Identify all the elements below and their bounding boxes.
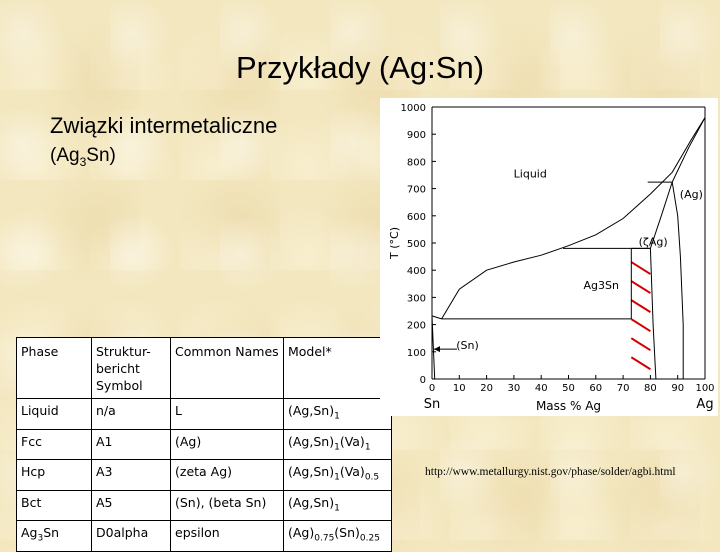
y-tick-label: 700 bbox=[406, 184, 426, 196]
cell-text: (Ag,Sn) bbox=[288, 403, 335, 418]
table-body bbox=[17, 399, 392, 552]
cell-text: (zeta Ag) bbox=[175, 464, 233, 479]
formula-subscript: 3 bbox=[79, 154, 87, 169]
table-row bbox=[17, 460, 392, 491]
arrow-head bbox=[434, 346, 440, 352]
subscript: 3 bbox=[37, 533, 44, 544]
cell-model bbox=[284, 429, 392, 460]
subscript: 0.75 bbox=[314, 533, 335, 544]
subscript: 0.5 bbox=[364, 472, 380, 483]
cell-text: Liquid bbox=[21, 403, 59, 418]
cell-text: (Ag,Sn) bbox=[288, 433, 335, 449]
x-endpoint-right: Ag bbox=[696, 397, 714, 412]
subscript: 1 bbox=[334, 442, 340, 452]
cell-text: A3 bbox=[96, 464, 113, 479]
phase-boundary-line bbox=[650, 248, 656, 379]
x-tick-label: 80 bbox=[644, 383, 657, 394]
phase-boundary-line bbox=[672, 182, 683, 379]
cell-common-names bbox=[171, 521, 284, 552]
formula-part2: Sn) bbox=[86, 145, 116, 166]
x-tick-label: 30 bbox=[507, 383, 521, 394]
x-tick-label: 0 bbox=[428, 383, 436, 394]
cell-phase bbox=[17, 399, 92, 430]
hatch-line bbox=[631, 262, 650, 274]
x-tick-label: 10 bbox=[452, 383, 466, 394]
cell-text: (Sn) bbox=[334, 525, 360, 540]
header-phase: Phase bbox=[17, 338, 92, 399]
y-tick-label: 600 bbox=[406, 211, 426, 223]
phase-label: Liquid bbox=[513, 167, 547, 181]
hatch-line bbox=[631, 300, 650, 312]
cell-symbol bbox=[92, 521, 171, 552]
x-axis-label: Mass % Ag bbox=[535, 399, 602, 413]
cell-symbol bbox=[92, 490, 171, 521]
hatch-line bbox=[631, 319, 650, 331]
cell-text: (Va) bbox=[339, 464, 365, 479]
subscript: 1 bbox=[334, 472, 340, 483]
cell-text: (Ag) bbox=[288, 525, 315, 540]
phase-label: (Sn) bbox=[456, 339, 479, 353]
y-tick-label: 900 bbox=[406, 130, 426, 142]
x-tick-label: 20 bbox=[480, 383, 493, 394]
x-tick-label: 50 bbox=[562, 383, 575, 394]
x-tick-label: 100 bbox=[695, 383, 715, 394]
y-tick-label: 100 bbox=[406, 347, 426, 359]
compound-formula bbox=[50, 145, 116, 169]
y-tick-label: 300 bbox=[406, 293, 426, 305]
y-tick-label: 800 bbox=[406, 157, 426, 169]
table-row bbox=[17, 521, 392, 552]
phase-boundary-line bbox=[672, 118, 705, 183]
phase-label: (Ag) bbox=[679, 188, 703, 202]
cell-symbol bbox=[92, 429, 171, 460]
y-tick-label: 400 bbox=[406, 266, 426, 278]
cell-text: (Ag,Sn) bbox=[288, 494, 335, 510]
cell-common-names bbox=[171, 460, 284, 491]
cell-model bbox=[284, 460, 392, 491]
cell-text: n/a bbox=[96, 403, 116, 418]
cell-text: Ag bbox=[21, 525, 38, 540]
hatch-line bbox=[631, 281, 650, 293]
hatch-line bbox=[631, 357, 650, 369]
header-symbol: Struktur-bericht Symbol bbox=[92, 338, 171, 399]
cell-text: Sn bbox=[43, 525, 60, 540]
cell-text: L bbox=[175, 403, 182, 418]
cell-phase bbox=[17, 521, 92, 552]
subscript: 1 bbox=[364, 442, 371, 452]
subscript: 1 bbox=[334, 503, 340, 513]
cell-text: (Va) bbox=[339, 433, 365, 449]
phase-boundary-line bbox=[442, 118, 705, 319]
table-row bbox=[17, 399, 392, 430]
cell-text: A1 bbox=[96, 433, 113, 449]
cell-common-names bbox=[171, 399, 284, 430]
table-row bbox=[17, 429, 392, 460]
cell-text: (Ag,Sn) bbox=[288, 464, 335, 479]
cell-text: (Sn), (beta Sn) bbox=[175, 494, 267, 510]
formula-part1: (Ag bbox=[50, 145, 80, 166]
subscript: 0.25 bbox=[359, 533, 380, 544]
cell-common-names bbox=[171, 429, 284, 460]
y-tick-label: 500 bbox=[406, 239, 426, 250]
phase-table bbox=[16, 337, 392, 552]
cell-model bbox=[284, 521, 392, 552]
phase-label: (ζAg) bbox=[638, 235, 668, 249]
table-header-row bbox=[17, 338, 392, 399]
x-tick-label: 70 bbox=[616, 383, 630, 394]
cell-phase bbox=[17, 490, 92, 521]
cell-symbol bbox=[92, 399, 171, 430]
phase-diagram bbox=[380, 98, 718, 416]
cell-text: epsilon bbox=[175, 525, 220, 540]
x-tick-label: 90 bbox=[671, 383, 685, 394]
cell-text: A5 bbox=[96, 494, 113, 510]
subscript: 1 bbox=[334, 411, 340, 422]
cell-model bbox=[284, 399, 392, 430]
cell-text: Fcc bbox=[21, 433, 42, 449]
x-tick-label: 60 bbox=[589, 383, 603, 394]
source-url[interactable]: http://www.metallurgy.nist.gov/phase/solder/agbi.html bbox=[425, 466, 676, 478]
cell-phase bbox=[17, 429, 92, 460]
phase-boundary-line bbox=[432, 316, 442, 319]
y-tick-label: 0 bbox=[419, 375, 426, 386]
cell-common-names bbox=[171, 490, 284, 521]
cell-text: (Ag) bbox=[175, 433, 202, 449]
slide-title: Przykłady (Ag:Sn) bbox=[235, 50, 485, 85]
phase-label: Ag3Sn bbox=[583, 279, 619, 293]
header-model: Model* bbox=[284, 338, 392, 399]
cell-model bbox=[284, 490, 392, 521]
cell-symbol bbox=[92, 460, 171, 491]
table-row bbox=[17, 490, 392, 521]
hatch-line bbox=[631, 338, 650, 350]
header-common-names: Common Names bbox=[171, 338, 284, 399]
y-axis-label: T (°C) bbox=[388, 227, 401, 259]
cell-text: Hcp bbox=[21, 464, 46, 479]
slide-subheading: Związki intermetaliczne bbox=[50, 113, 278, 138]
y-tick-label: 200 bbox=[406, 320, 426, 332]
cell-text: D0alpha bbox=[96, 525, 149, 540]
cell-text: Bct bbox=[21, 494, 42, 510]
phase-diagram-svg bbox=[380, 98, 718, 416]
x-tick-label: 40 bbox=[534, 383, 548, 394]
y-tick-label: 1000 bbox=[400, 103, 426, 114]
x-endpoint-left: Sn bbox=[423, 397, 441, 412]
cell-phase bbox=[17, 460, 92, 491]
